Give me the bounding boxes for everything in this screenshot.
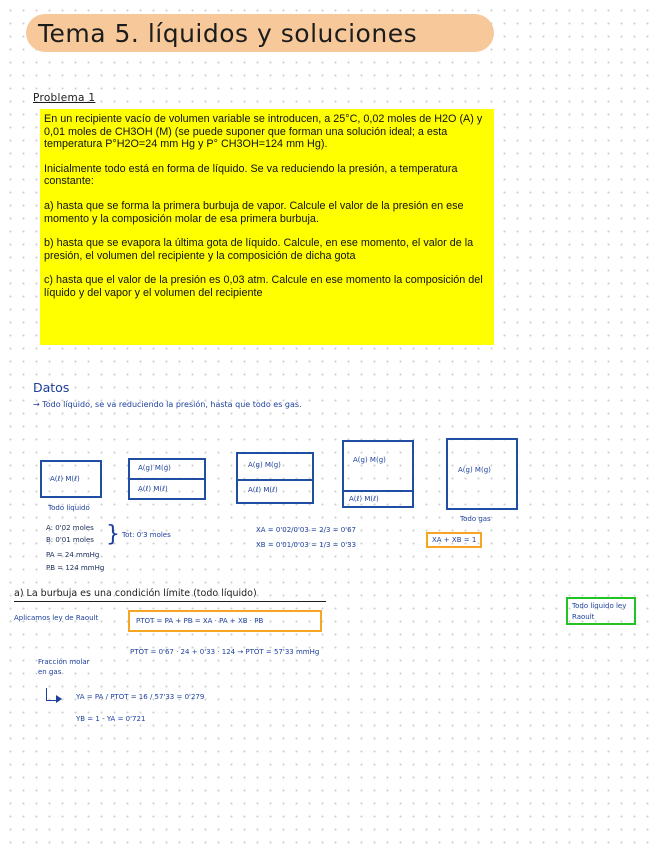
container-3-bottom-label: A(ℓ) M(ℓ): [248, 486, 278, 494]
statement-b: b) hasta que se evapora la última gota de líquido. Calcule, en ese momento, el valor de la presión, el volumen del recipiente y la composición de dicha gota: [44, 237, 474, 262]
fraction-sum: XA + XB = 1: [432, 536, 477, 544]
gas-fraction-a: YA = PA / PTOT = 16 / 57'33 = 0'279: [76, 693, 205, 701]
moles-a: A: 0'02 moles: [46, 524, 94, 532]
side-note: Todo líquido ley Raoult: [572, 602, 627, 621]
container-2-divider: [130, 478, 204, 480]
container-1-bottom-label: A(ℓ) M(ℓ): [50, 475, 80, 483]
total-pressure-calc: PTOT = 0'67 · 24 + 0'33 · 124 → PTOT = 57'33 mmHg: [130, 648, 320, 656]
moles-b: B: 0'01 moles: [46, 536, 94, 544]
problem-statement: [40, 109, 494, 345]
container-diagram-1: [40, 460, 102, 498]
container-2-bottom-label: A(ℓ) M(ℓ): [138, 485, 168, 493]
part-a-underline: [14, 601, 326, 602]
todo-gas-label: Todo gas: [460, 515, 491, 523]
molar-fraction-a: XA = 0'02/0'03 = 2/3 = 0'67: [256, 526, 357, 534]
pressure-a: PA = 24 mmHg: [46, 551, 100, 559]
part-a-heading: a) La burbuja es una condición límite (todo líquido): [14, 588, 257, 599]
side-note-box: [566, 597, 636, 625]
fraction-gas-text: Fracción molar en gas: [38, 658, 90, 676]
raoult-formula: PTOT = PA + PB = XA · PA + XB · PB: [136, 617, 264, 625]
container-4-divider: [344, 490, 412, 492]
fraction-gas-label: [38, 657, 98, 677]
raoult-formula-box: [128, 610, 322, 632]
result-arrow-head: [56, 695, 62, 703]
container-3-divider: [238, 479, 312, 481]
gas-fraction-b: YB = 1 - YA = 0'721: [76, 715, 146, 723]
datos-description: → Todo líquido, se va reduciendo la presión, hasta que todo es gas.: [33, 400, 302, 409]
total-brace: }: [106, 522, 120, 547]
container-diagram-4: [342, 440, 414, 508]
container-3-top-label: A(g) M(g): [248, 461, 281, 469]
page-title: Tema 5. líquidos y soluciones: [38, 19, 418, 48]
statement-a: a) hasta que se forma la primera burbuja de vapor. Calcule el valor de la presión en ese momento y la composición molar de esa primera burbuja.: [44, 199, 464, 225]
todo-liquido-label: Todo líquido: [48, 504, 90, 512]
problem-label-text: Problema 1: [33, 92, 96, 104]
pressure-b: PB = 124 mmHg: [46, 564, 105, 572]
container-diagram-2: [128, 458, 206, 500]
datos-title: Datos: [33, 380, 70, 395]
apply-raoult: [14, 613, 104, 624]
container-diagram-3: [236, 452, 314, 504]
fraction-sum-box: [426, 532, 482, 548]
total-moles: Tot: 0'3 moles: [122, 531, 171, 539]
molar-fraction-b: XB = 0'01/0'03 = 1/3 = 0'33: [256, 541, 357, 549]
container-diagram-5: [446, 438, 518, 510]
problem-label: [33, 92, 95, 104]
statement-initial: Inicialmente todo está en forma de líquido. Se va reduciendo la presión, a temperatura constante:: [44, 162, 458, 188]
apply-raoult-text: Aplicamos ley de Raoult: [14, 614, 99, 622]
container-2-top-label: A(g) M(g): [138, 464, 171, 472]
container-4-top-label: A(g) M(g): [353, 456, 386, 464]
statement-c: c) hasta que el valor de la presión es 0,03 atm. Calcule en ese momento la composición del líquido y del vapor y el volumen del recipiente: [44, 274, 483, 299]
statement-intro: En un recipiente vacío de volumen variable se introducen, a 25°C, 0,02 moles de H2O (A) y 0,01 moles de CH3OH (M) (se puede suponer que forman una solución ideal; a esta temperatura P°H2O=24 mm Hg y P° CH3OH=124 mm Hg).: [44, 113, 483, 151]
container-5-top-label: A(g) M(g): [458, 466, 491, 474]
container-4-bottom-label: A(ℓ) M(ℓ): [349, 495, 379, 503]
